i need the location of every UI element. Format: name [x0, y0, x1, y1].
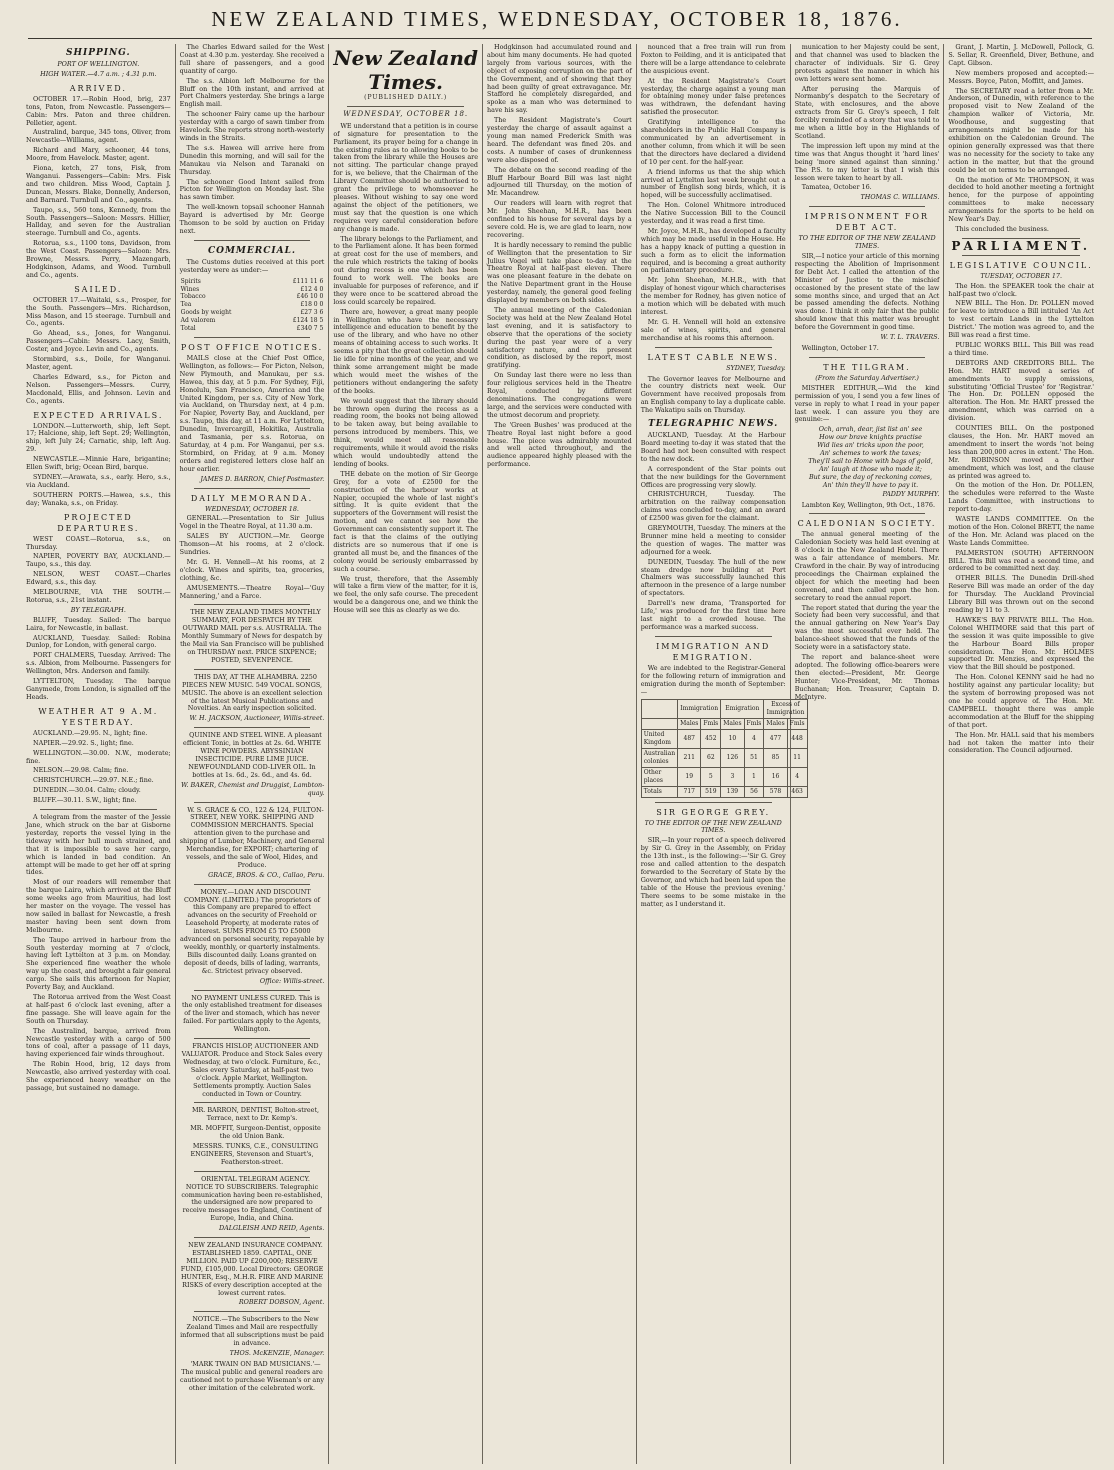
news-paragraph: The Resident Magistrate's Court yesterday the charge of assault against a young man named Frederick Smith was heard. The defendant was fined 20s. and costs. A number of cases of drunkenness were also disposed of.	[487, 116, 632, 164]
council-paragraph: The Hon. Colonel KENNY said he had no hostility against any particular locality; but the system of borrowing proposed was not one he could approve of. The Hon. Mr. CAMPBELL thought there was ample accommodation at the Bluff for the shipping of that port.	[948, 673, 1095, 729]
grace-ad: W. S. GRACE & CO., 122 & 124, FULTON-STREET, NEW YORK. SHIPPING AND COMMISSION MERCHANTS. Special attention given to the purchase and shipping of Lumber, Machinery, and General Merchandise, for EXPORT; chartering of vessels, and the sale of Wool, Hides, and Produce.	[179, 805, 325, 869]
memoranda-heading: DAILY MEMORANDA.	[190, 493, 314, 503]
weather-entry: NAPIER.—29.92. S., light; fine.	[33, 738, 134, 747]
immigration-subheader-row	[641, 719, 807, 730]
column-7	[944, 44, 1098, 1464]
immigration-count: 85	[764, 748, 787, 767]
telegraph-entry: AUCKLAND, Tuesday. Sailed: Robina Dunlop, for London, with general cargo.	[26, 633, 171, 650]
customs-row	[180, 301, 325, 309]
council-report	[948, 283, 1094, 756]
news-paragraph: Mr. John Sheehan, M.H.R., with that display of honest vigour which characterises the member for Rodney, has given notice of a motion which will be debated with much interest.	[640, 276, 786, 316]
oriental-signature: DALGLEISH AND REID, Agents.	[219, 1224, 325, 1233]
editorial-paragraph: We would suggest that the library should be thrown open during the recess as a reading room, the books not being allowed to be taken away, but being available to persons introduced by members. This, we think, would meet all reasonable requirements, while it would avoid the risks which would undoubtedly attend the lending of books.	[333, 396, 479, 468]
council-paragraph: PUBLIC WORKS BILL. This Bill was read a third time.	[948, 341, 1095, 357]
immigration-count: 10	[721, 730, 744, 749]
loan-signature: Office: Willis-street.	[259, 976, 325, 985]
caledonian-paragraph: The report and balance-sheet were adopted. The following office-bearers were then elected:—President, Mr. George Hunter; Vice-President, Mr. Thomas Buchanan; Hon. Treasurer, Captain D. McIntyre.	[794, 653, 940, 701]
caledonian-heading: CALEDONIAN SOCIETY.	[797, 519, 937, 529]
letter-body	[795, 44, 940, 192]
verse-line: They'll sail to Home with bags of gold,	[808, 456, 933, 465]
weather-heading: WEATHER AT 9 A.M. YESTERDAY.	[38, 706, 159, 727]
telegraphic-entry: A correspondent of the Star points out that the new buildings for the Government Offices are progressing very slowly.	[640, 464, 786, 489]
news-paragraph: The Hon. Colonel Whitmore introduced the Native Succession Bill to the Council yesterday, and it was read a first time.	[640, 201, 786, 226]
weather-list	[26, 730, 171, 805]
column-6	[791, 44, 945, 1464]
immigration-count: 3	[721, 767, 744, 786]
divider	[194, 337, 311, 338]
caledonian-paragraph: This concluded the business.	[955, 224, 1049, 233]
weather-entry: NELSON.—29.98. Calm; fine.	[33, 766, 129, 775]
immigration-count: 51	[744, 748, 764, 767]
immigration-count: 452	[701, 730, 721, 749]
grey-letter: SIR,—In your report of a speech delivered by Sir G. Grey in the Assembly, on Friday the 13th inst., is the following:—'Sir G. Grey rose and called attention to the despatch forwarded to the Secretary of State by the Governor, and which had been laid upon the table of the House the previous evening.' There seems to be some mistake in the matter, as I understand it.	[640, 836, 786, 908]
customs-row	[180, 293, 325, 301]
sailed-list	[26, 297, 171, 406]
column-4	[483, 44, 637, 1464]
shipping-paragraph: The schooner Good Intent sailed from Picton for Wellington on Monday last. She has sawn timber.	[179, 177, 325, 202]
immigration-subheader: Males	[721, 719, 744, 730]
debt-to-editor: TO THE EDITOR OF THE NEW ZEALAND TIMES.	[798, 234, 936, 251]
verse	[795, 426, 940, 489]
immigration-count: 578	[764, 786, 787, 797]
insurance-signature: ROBERT DOBSON, Agent.	[238, 1298, 325, 1307]
verse-line: Och, arrah, dear, jist list an' see	[818, 425, 923, 434]
editorial-paragraph: There are, however, a great many people in Wellington who have the necessary intelligence and education to benefit by the use of the library, and who have no other means of obtaining access to such works. It seems a pity that the great collection should lie idle for nine months of the year, and we think some arrangement might be made which would meet the wishes of the petitioners without endangering the safety of the books.	[333, 307, 479, 395]
divider	[809, 513, 926, 514]
immigration-subheader	[641, 719, 677, 730]
telegraph-list	[26, 617, 171, 702]
engineers-ad: MESSRS. TUNKS, C.E., CONSULTING ENGINEERS, Stevenson and Stuart's, Featherston-street.	[190, 1142, 319, 1166]
divider	[655, 802, 772, 803]
telegraphic-entry: AUCKLAND, Tuesday. At the Harbour Board meeting to-day it was stated that the Board had not been consulted with respect to the new dock.	[640, 431, 786, 463]
verse-place: Lambton Key, Wellington, 9th Oct., 1876.	[801, 500, 935, 509]
news-paragraph: At the Resident Magistrate's Court yesterday, the charge against a young man for obtaining money under false pretences was withdrawn, the defendant having satisfied the prosecutor.	[640, 76, 786, 117]
telegraphic-entry: GREYMOUTH, Tuesday. The miners at the Brunner mine held a meeting to consider the question of wages. The matter was adjourned for a week.	[640, 524, 786, 556]
letter-paragraph: Tamatea, October 16.	[801, 183, 872, 192]
news-paragraph: On Sunday last there were no less than four religious services held in the Theatre Royal, conducted by different denominations. The congregations were large, and the services were conducted with the utmost decorum and propriety.	[487, 371, 632, 419]
legislative-council-heading: LEGISLATIVE COUNCIL.	[949, 260, 1093, 270]
departure-entry: MELBOURNE, VIA THE SOUTH.—Rotorua, s.s., 21st instant.	[26, 588, 171, 604]
immigration-count: 4	[744, 730, 764, 749]
grace-signature: GRACE, BROS. & CO., Callao, Peru.	[208, 870, 325, 879]
council-paragraph: On the motion of the Hon. Dr. POLLEN, the schedules were referred to the Waste Lands Committee, with instructions to report to-day.	[948, 481, 1095, 514]
divider	[194, 1237, 311, 1238]
shipping-paragraph: The s.s. Albion left Melbourne for the Bluff on the 10th instant, and arrived at Port Chalmers yesterday. She brings a large English mail.	[179, 76, 325, 109]
divider	[809, 206, 926, 207]
immigration-count: 717	[678, 786, 701, 797]
council-paragraph: OTHER BILLS. The Dunedin Drill-shed Reserve Bill was made an order of the day for Thursday. The Auckland Provincial Library Bill was thrown out on the second reading by 11 to 3.	[948, 574, 1095, 614]
customs-amount: £18 0 0	[300, 301, 324, 309]
council-paragraph: DEBTORS AND CREDITORS BILL. The Hon. Mr. HART moved a series of amendments to supply omissions, substituting 'Official Trustee' for 'Registrar.' The Hon. Dr. POLLEN opposed the alteration. The Hon. Mr. HART pressed the amendment, which was carried on a division.	[948, 358, 1095, 423]
immigration-count: 519	[701, 786, 721, 797]
published-daily: (PUBLISHED DAILY.)	[364, 94, 448, 101]
expected-entry: SOUTHERN PORTS.—Hawea, s.s., this day; Wanaka, s.s., on Friday.	[26, 490, 171, 507]
post-office-heading: POST OFFICE NOTICES.	[180, 343, 324, 352]
divider	[347, 106, 464, 107]
caledonian-paragraph: The report stated that during the year the Society had been very successful, and that the annual gathering on New Year's Day was the most successful ever held. The balance-sheet showed that the funds of the Society were in a satisfactory state.	[794, 603, 940, 652]
immigration-subheader: Fmls	[744, 719, 764, 730]
expected-list	[26, 423, 171, 508]
divider	[809, 357, 926, 358]
post-office-signature: JAMES D. BARRON, Chief Postmaster.	[200, 474, 325, 483]
council-date: TUESDAY, OCTOBER 17.	[980, 271, 1063, 280]
immigration-row	[641, 767, 807, 786]
news-paragraph: The 'Green Bushes' was produced at the Theatre Royal last night before a good house. The piece was admirably mounted and well acted throughout, and the audience appeared highly pleased with the performance.	[487, 420, 632, 469]
editorial-body	[333, 123, 478, 615]
letter-paragraph: munication to her Majesty could be sent, and that channel was used to blacken the character of individuals. Sir G. Grey protests against the manner in which his own letters were sent home.	[794, 43, 940, 83]
divider	[194, 240, 311, 241]
expected-heading: EXPECTED ARRIVALS.	[33, 410, 164, 420]
divider	[194, 1311, 311, 1312]
shipping-paragraph: The s.s. Hawea will arrive here from Dunedin this morning, and will sail for the Manukau via Nelson and Taranaki on Thursday.	[179, 143, 325, 176]
summary-ad: THE NEW ZEALAND TIMES MONTHLY SUMMARY, FOR DESPATCH BY THE OUTWARD MAIL per s.s. AUSTRALIA. The Monthly Summary of News for despatch by the Mail via San Francisco will be published on THURSDAY next. PRICE SIXPENCE; POSTED, SEVENPENCE.	[180, 608, 324, 664]
news-paragraph: Our readers will learn with regret that Mr. John Sheehan, M.H.R., has been confined to his house for several days by a severe cold. He is, we are glad to learn, now recovering.	[487, 199, 632, 239]
letter-paragraph: The impression left upon my mind at the time was that Angus thought it 'hard lines' being 'more sinned against than sinning.' The P.S. to my letter is that I wish this lesson were taken to heart by all.	[794, 141, 940, 182]
divider	[194, 727, 311, 728]
divider	[194, 488, 311, 489]
notice-signature: THOS. McKENZIE, Manager.	[229, 1348, 325, 1357]
weather-entry: DUNEDIN.—30.04. Calm; cloudy.	[33, 786, 141, 795]
customs-amount: £27 3 6	[300, 309, 324, 317]
telegraphic-entry: Darrell's new drama, 'Transported for Life,' was produced for the first time here last night to a crowded house. The performance was a marked success.	[640, 599, 786, 631]
post-office-notice: MAILS close at the Chief Post Office, Wellington, as follows:— For Picton, Nelson, New Plymouth, and Manukau, per s.s. Hawea, this day, at 5 p.m. For Sydney, Fiji, Honolulu, San Francisco, America and the United Kingdom, per s.s. City of New York, via Auckland, on Thursday next, at 4 p.m. For Napier, Poverty Bay, and Auckland, per s.s. Taupo, this day, at 11 a.m. For Lyttelton, Dunedin, Invercargill, Hokitika, Australia and Tasmania, per s.s. Rotorua, on Saturday, at 4 p.m. For Wanganui, per s.s. Stormbird, on Friday, at 9 a.m. Money orders and registered letters close half an hour earlier.	[179, 354, 325, 473]
editorial-date: WEDNESDAY, OCTOBER 18.	[343, 109, 469, 118]
letter-paragraph: After perusing the Marquis of Normanby's despatch to the Secretary of State, with enclosures, and the above extracts from Sir G. Grey's speech, I felt forcibly reminded of a story that was told to me when a little boy in the Highlands of Scotland.	[794, 84, 940, 140]
immigration-source: Australian colonies	[641, 748, 677, 767]
news-paragraph: Hodgkinson had accumulated round and about him many documents. He had quoted largely from various sources, with the object of exposing corruption on the part of the Government, and of showing that they had been guilty of great extravagance. Mr. Stafford he completely disregarded, and spoke as a man who was determined to have his say.	[487, 43, 632, 115]
columns	[22, 44, 1098, 1464]
customs-row	[180, 286, 325, 294]
shipping-news	[26, 814, 171, 1093]
customs-amount: £340 7 5	[296, 325, 324, 333]
immigration-count: 11	[787, 748, 807, 767]
shipping-paragraph: The Rotorua arrived from the West Coast at half-past 6 o'clock last evening, after a fine passage. She will leave again for the South on Thursday.	[26, 993, 171, 1025]
cable-place: SYDNEY, Tuesday.	[726, 363, 786, 372]
immigration-source: Other places	[641, 767, 677, 786]
sailing-entry: Stormbird, s.s., Doile, for Wanganui. Master, agent.	[26, 355, 171, 371]
weather-entry: AUCKLAND.—29.95. N., light; fine.	[33, 728, 148, 737]
expected-entry: NEWCASTLE.—Minnie Hare, brigantine; Ellen Swift, brig; Ocean Bird, barque.	[26, 455, 171, 472]
auctioneer-ad: FRANCIS HISLOP, AUCTIONEER AND VALUATOR. Produce and Stock Sales every Wednesday, at two o'clock. Furniture, &c., Sales every Saturday, at half-past two o'clock. Apple Market, Wellington. Settlements promptly. Auction Sales conducted in Town or Country.	[181, 1042, 323, 1098]
grey-to-editor: TO THE EDITOR OF THE NEW ZEALAND TIMES.	[644, 818, 782, 835]
news-paragraph: The annual meeting of the Caledonian Society was held at the New Zealand Hotel last evening, and it is satisfactory to observe that the operations of the society during the past year were of a very satisfactory nature, and its present condition, as disclosed by the report, most gratifying.	[487, 306, 632, 370]
divider	[194, 1102, 311, 1103]
column-5	[637, 43, 805, 1464]
news-paragraph: nounced that a free train will run from Foxton to Feilding, and it is anticipated that there will be a large attendance to celebrate the auspicious event.	[640, 43, 786, 75]
shipping-paragraph: The Taupo arrived in harbour from the South yesterday morning at 7 o'clock, having left Lyttelton at 3 p.m. on Monday. She experienced fine weather the whole way up the coast, and brought a fair general cargo. She sails this afternoon for Napier, Poverty Bay, and Auckland.	[26, 935, 171, 992]
arrived-heading: ARRIVED.	[69, 83, 127, 93]
shipping-paragraph: The Australind, barque, arrived from Newcastle yesterday with a cargo of 500 tons of coal, after a passage of 11 days, having experienced fair winds throughout.	[26, 1026, 171, 1059]
projected-heading: PROJECTED DEPARTURES.	[57, 512, 140, 533]
alhambra-signature: W. H. JACKSON, Auctioneer, Willis-street.	[189, 714, 325, 723]
verse-line: But sure, the day of reckoning comes,	[808, 472, 933, 481]
memo-entry: GENERAL.—Presentation to Sir Julius Vogel in the Theatre Royal, at 11.30 a.m.	[179, 514, 325, 531]
divider	[194, 1171, 311, 1172]
letter-signature: THOMAS C. WILLIAMS.	[860, 193, 940, 202]
telegraph-entry: BLUFF, Tuesday. Sailed: The barque Laira, for Newcastle, in ballast.	[26, 615, 171, 632]
council-paragraph: COUNTIES BILL. On the postponed clauses, the Hon. Mr. HART moved an amendment to insert the words 'not being less than 200,000 acres in extent.' The Hon. Mr. ROBINSON moved a further amendment, which was lost, and the clause as printed was agreed to.	[948, 424, 1095, 480]
editorial-paragraph: WE understand that a petition is in course of signature for presentation to the Parliament, its prayer being for a change in the existing rules as to allowing books to be taken from the library while the Houses are not sitting. The particular change prayed for is, we believe, that the Chairman of the Library Committee should be authorised to grant the privilege to whomsoever he pleases. Without wishing to say one word against the object of the petitioners, we must say that the question is one which requires very careful consideration before any change is made.	[333, 121, 479, 233]
arrival-entry: Australind, barque, 345 tons, Oliver, from Newcastle—Williams, agent.	[26, 128, 171, 145]
customs-row	[180, 317, 325, 325]
news-paragraph: Mr. Joyce, M.H.R., has developed a faculty which may be made useful in the House. He has a happy knack of putting a question in such a form as to elicit the information required, and is becoming a great authority on parliamentary procedure.	[640, 226, 786, 275]
debt-place: Wellington, October 17.	[801, 344, 879, 352]
divider	[194, 802, 311, 803]
caledonian-paragraph: The SECRETARY read a letter from a Mr. Anderson, of Dunedin, with reference to the proposed visit to New Zealand of the champion walker of Victoria, Mr. Woodhouse, and suggesting that arrangements might be made for his exhibition on the Caledonian Ground. The opinion generally expressed was that there was no necessity for the society to take any action in the matter, but that the ground could be let on terms to be arranged.	[948, 86, 1095, 174]
verse-line: An' thin they'll have to pay it.	[822, 480, 919, 489]
customs-item: Tobacco	[180, 293, 206, 301]
customs-item: Goods by weight	[180, 309, 232, 317]
editorial-paragraph: The library belongs to the Parliament, and to the Parliament alone. It has been formed at great cost for the use of members, and the rule which restricts the taking of books out during recess is one which has been found to work well. The books are invaluable for purposes of reference, and if they were once to be scattered abroad the loss could scarcely be repaired.	[333, 234, 479, 306]
verse-line: An' laugh at those who made it;	[819, 464, 922, 473]
caledonian-paragraph: On the motion of Mr. THOMPSON, it was decided to hold another meeting a fortnight hence, for the purpose of appointing committees to make necessary arrangements for the sports to be held on New Year's Day.	[948, 175, 1095, 224]
immigration-count: 487	[678, 730, 701, 749]
masthead-rule	[28, 38, 1092, 39]
arrival-entry: Richard and Mary, schooner, 44 tons, Moore, from Havelock. Master, agent.	[26, 146, 171, 163]
customs-item: Tea	[180, 301, 192, 309]
divider	[194, 990, 311, 991]
immigration-row	[641, 748, 807, 767]
immigration-header: Emigration	[721, 700, 764, 719]
divider	[194, 884, 311, 885]
sailing-entry: Charles Edward, s.s., for Picton and Nelson. Passengers—Messrs. Curry, Macdonald, Ellis, and Johnson. Levin and Co., agents.	[26, 372, 171, 405]
shipping-paragraph: The well-known topsail schooner Hannah Bayard is advertised by Mr. George Thomson to be sold by auction on Friday next.	[179, 203, 325, 235]
immigration-count: 126	[721, 748, 744, 767]
divider	[655, 636, 772, 637]
telegraph-entry: PORT CHALMERS, Tuesday. Arrived: The s.s. Albion, from Melbourne. Passengers for Wellington, Mrs. Anderson and family.	[26, 651, 171, 676]
weather-entry: BLUFF.—30.11. S.W., light; fine.	[33, 796, 137, 805]
immigration-count: 1	[744, 767, 764, 786]
shipping-continued	[180, 44, 325, 236]
divider	[194, 604, 311, 605]
customs-item: Spirits	[180, 277, 201, 285]
immigration-subheader: Males	[678, 719, 701, 730]
caledonian-report	[795, 531, 940, 701]
telegraphic-heading: TELEGRAPHIC NEWS.	[648, 419, 779, 430]
oriental-telegram-ad: ORIENTAL TELEGRAM AGENCY. NOTICE TO SUBSCRIBERS. Telegraphic communication having been re-established, the undersigned are now prepared to receive messages to England, Continent of Europe, India, and China.	[181, 1174, 323, 1223]
twain-ad: 'MARK TWAIN ON BAD MUSICIANS.'—The musical public and general readers are cautioned not to purchase Wiseman's or any other imitation of the celebrated work.	[180, 1359, 324, 1392]
caledonian-paragraph: New members proposed and accepted:—Messrs. Boyce, Paton, Moffitt, and James.	[948, 68, 1095, 85]
news-paragraph: A friend informs us that the ship which arrived at Lyttelton last week brought out a number of English song birds, which, it is hoped, will be successfully acclimatised.	[640, 167, 786, 200]
immigration-header	[641, 700, 677, 719]
shipping-heading: SHIPPING.	[65, 48, 131, 58]
divider	[962, 255, 1080, 256]
expected-entry: LONDON.—Lutterworth, ship, left Sept. 17; Halcione, ship, left Sept. 29; Wellington, ship, left July 24; Carnatic, ship, left Aug. 29.	[26, 421, 171, 454]
customs-row	[180, 325, 325, 333]
customs-amount: £111 11 6	[292, 277, 324, 285]
customs-table	[180, 278, 325, 333]
customs-intro: The Customs duties received at this port yesterday were as under:—	[179, 257, 325, 274]
sailing-entry: Go Ahead, s.s., Jones, for Wanganui. Passengers—Cabin: Messrs. Lacy, Smith, Coster, and Joyce. Levin and Co., agents.	[26, 329, 171, 354]
loan-ad: MONEY.—LOAN AND DISCOUNT COMPANY. (LIMITED.) The proprietors of this Company are prepared to effect advances on the security of Freehold or Leasehold Property, at moderate rates of interest. SUMS FROM £5 TO £5000 advanced on personal security, repayable by weekly, monthly, or quarterly instalments. Bills discounted daily. Loans granted on deposit of deeds, bills of lading, warrants, &c. Strictest privacy observed.	[179, 887, 325, 975]
immigration-count: 211	[678, 748, 701, 767]
immigration-count: 56	[744, 786, 764, 797]
shipping-paragraph: The Charles Edward sailed for the West Coast at 4.30 p.m. yesterday. She received a full share of passengers, and a good quantity of cargo.	[179, 43, 325, 75]
council-paragraph: WASTE LANDS COMMITTEE. On the motion of the Hon. Colonel BRETT, the name of the Hon. Mr. Acland was placed on the Waste Lands Committee.	[948, 515, 1095, 547]
newspaper-title: New Zealand Times.	[333, 46, 478, 94]
alhambra-ad: THIS DAY, AT THE ALHAMBRA. 2250 PIECES NEW MUSIC. 549 VOCAL SONGS, MUSIC. The above is an excellent selection of the latest Musical Publications and Novelties. An early inspection solicited.	[181, 672, 323, 713]
caledonian-paragraph: The annual general meeting of the Caledonian Society was held last evening at 8 o'clock in the New Zealand Hotel. There was a fair attendance of members. Mr. Crawford in the chair. By way of introducing proceedings the Chairman explained the object for which the meeting had been convened, and then called upon the hon. secretary to read the annual report.	[794, 530, 940, 602]
weather-entry: CHRISTCHURCH.—29.97. N.E.; fine.	[33, 776, 154, 785]
immigration-count: 4	[787, 767, 807, 786]
column-3	[329, 44, 483, 1464]
immigration-subheader: Males	[764, 719, 787, 730]
insurance-ad: NEW ZEALAND INSURANCE COMPANY. ESTABLISHED 1859. CAPITAL, ONE MILLION. PAID UP £200,000; RESERVE FUND, £105,000. Local Directors: GEORGE HUNTER, Esq., M.H.R. FIRE AND MARINE RISKS of every description accepted at the lowest current rates.	[180, 1241, 324, 1297]
parliament-heading: PARLIAMENT.	[951, 238, 1092, 253]
subscribers-notice: NOTICE.—The Subscribers to the New Zealand Times and Mail are respectfully informed that all subscriptions must be paid in advance.	[180, 1315, 324, 1348]
immigration-count: 139	[721, 786, 744, 797]
telegraphic-entry: CHRISTCHURCH, Tuesday. The arbitration on the railway compensation claims was concluded to-day, and an award of £2500 was given for the claimant.	[640, 490, 786, 523]
council-paragraph: HAWKE'S BAY PRIVATE BILL. The Hon. Colonel WHITMORE said that this part of the session it was quite impossible to give the Harbour Board Bills proper consideration. The Hon. Mr. HOLMES supported Dr. Menzies, and expressed the view that the Bill should be postponed.	[948, 615, 1095, 672]
immigration-count: 62	[701, 748, 721, 767]
news-paragraph: Mr. G. H. Vennell will hold an extensive sale of wines, spirits, and general merchandise at his rooms this afternoon.	[640, 317, 786, 342]
immigration-header-row	[641, 700, 807, 719]
shipping-paragraph: Most of our readers will remember that the barque Laira, which arrived at the Bluff some weeks ago from Mauritius, had lost her master on the voyage. The vessel has now sailed in ballast for Newcastle, a fresh master having been sent down from Melbourne.	[26, 878, 171, 934]
surgeon-dentist-ad: MR. MOFFIT, Surgeon-Dentist, opposite the old Union Bank.	[190, 1124, 321, 1141]
debt-letter: SIR,—I notice your article of this morning respecting the Abolition of Imprisonment for Debt Act. I called the attention of the Minister of Justice to the mischief occasioned by the present state of the law some months since, and urged that an Act be passed amending the defects. Nothing was done. I think it only fair that the public should know that this matter was brought before the Government in good time.	[794, 252, 940, 332]
debt-heading: IMPRISONMENT FOR DEBT ACT.	[805, 212, 930, 233]
customs-row	[180, 309, 325, 317]
immigration-row	[641, 786, 807, 797]
telegraph-heading: BY TELEGRAPH.	[70, 605, 126, 614]
departure-entry: NAPIER, POVERTY BAY, AUCKLAND.—Taupo, s.s., this day.	[26, 552, 171, 569]
immigration-count: 5	[701, 767, 721, 786]
memo-entry: AMUSEMENTS.—Theatre Royal—'Guy Mannering,' and a Farce.	[179, 583, 325, 600]
cable-heading: LATEST CABLE NEWS.	[647, 352, 779, 362]
telegraphic-list	[641, 432, 786, 632]
column-1	[22, 44, 176, 1464]
column-2	[176, 44, 330, 1464]
memo-entry: SALES BY AUCTION.—Mr. George Thomson—At his rooms, at 2 o'clock. Sundries.	[179, 532, 325, 557]
cable-news: The Governor leaves for Melbourne and the country districts next week. Our Government have received proposals from an English company to lay a duplicate cable. The Wakatipu sails on Thursday.	[640, 374, 786, 415]
shipping-paragraph: The schooner Fairy came up the harbour yesterday with a cargo of sawn timber from Havelock. She reports strong north-westerly winds in the Straits.	[179, 110, 325, 142]
customs-item: Ad valorem	[180, 317, 216, 325]
immigration-intro: We are indebted to the Registrar-General for the following return of immigration and emigration during the month of September:—	[640, 663, 786, 696]
verse-line: How our brave knights practise	[819, 433, 922, 442]
tilgram-source: (From the Saturday Advertiser.)	[815, 373, 919, 382]
payment-ad: NO PAYMENT UNLESS CURED. This is the only established treatment for diseases of the liver and stomach, which has never failed. For particulars apply to the Agents, Wellington.	[181, 993, 323, 1034]
news-body	[487, 44, 632, 469]
customs-amount: £46 10 0	[296, 293, 324, 301]
divider	[655, 347, 772, 348]
immigration-source: United Kingdom	[641, 730, 677, 749]
immigration-subheader: Fmls	[787, 719, 807, 730]
customs-row	[180, 278, 325, 286]
members-list: Grant, J. Martin, J. McDowell, Pollock, G. S. Sellar, R. Greenfield, Diver, Bethune, and Capt. Gibson.	[948, 43, 1095, 67]
telegraphic-entry: DUNEDIN, Tuesday. The hull of the new steam dredge now building at Port Chalmers was successfully launched this afternoon in the presence of a large number of spectators.	[640, 557, 786, 598]
caledonian-continued	[948, 70, 1094, 234]
telegraph-entry: LYTTELTON, Tuesday. The barque Ganymede, from London, is signalled off the Heads.	[26, 677, 171, 701]
council-paragraph: PALMERSTON (SOUTH) AFTERNOON BILL. This Bill was read a second time, and ordered to be committed next day.	[948, 548, 1095, 573]
quinine-ad: QUININE AND STEEL WINE. A pleasant efficient Tonic, in bottles at 2s. 6d. WHITE WINE POWDERS. ABYSSINIAN INSECTICIDE. PURE LIME JUICE. NEWFOUNDLAND COD-LIVER OIL. In bottles at 1s. 6d., 2s. 6d., and 4s. 6d.	[183, 731, 322, 779]
immigration-count: 477	[764, 730, 787, 749]
arrival-entry: Taupo, s.s., 560 tons, Kennedy, from the South. Passengers—Saloon: Messrs. Hillier, Hallday, and seven for the Australian steerage. Turnbull and Co., agents.	[26, 205, 171, 238]
sailing-entry: OCTOBER 17.—Waitaki, s.s., Prosper, for the South. Passengers—Mrs. Richardson, Miss Mason, and 15 steerage. Turnbull and Co., agents.	[26, 295, 171, 328]
news-body	[641, 44, 786, 343]
debt-signature: W. T. L. TRAVERS.	[880, 333, 940, 342]
customs-amount: £124 18 5	[292, 317, 324, 325]
council-paragraph: NEW BILL. The Hon. Dr. POLLEN moved for leave to introduce a Bill intituled 'An Act to vest certain Lands in the Lyttelton District.' The motion was agreed to, and the Bill was read a first time.	[948, 299, 1095, 340]
news-paragraph: It is hardly necessary to remind the public of Wellington that the presentation to Sir Julius Vogel will take place to-day at the Theatre Royal at half-past eleven. There was one pleasant feature in the debate on the Native Department grant in the House yesterday, namely, the general good feeling displayed by members on both sides.	[487, 240, 632, 305]
news-paragraph: The debate on the second reading of the Bluff Harbour Board Bill was last night adjourned till Thursday, on the motion of Mr. Macandrew.	[487, 165, 632, 198]
port-heading: PORT OF WELLINGTON.	[57, 60, 140, 68]
customs-item: Wines	[180, 285, 200, 293]
shipping-paragraph: A telegram from the master of the Jessie Jane, which struck on the bar at Gisborne yesterday, reports the vessel lying in the tideway with her hull much strained, and that it is impossible to save her cargo, which is landed in bad condition. An attempt will be made to get her off at spring tides.	[26, 813, 171, 877]
arrival-entry: OCTOBER 17.—Robin Hood, brig, 237 tons, Paton, from Newcastle. Passengers—Cabin: Mrs. Paton and three children. Pelletier, agent.	[26, 94, 171, 127]
immigration-table	[641, 699, 808, 797]
verse-signature: PADDY MURPHY.	[882, 489, 940, 498]
immigration-row	[641, 730, 807, 749]
commercial-heading: COMMERCIAL.	[207, 245, 297, 256]
news-paragraph: Gratifying intelligence to the shareholders in the Public Hall Company is communicated by an advertisement in another column, from which it will be seen that the directors have declared a dividend of 10 per cent. for the half-year.	[640, 118, 786, 166]
tilgram-intro: MISTHER EDITHUR,—Wid the kind permission of you, I send you a few lines of verse in reply to what I read in your paper last week. I can assure you they are genuine:—	[794, 383, 940, 424]
divider	[194, 669, 311, 670]
immigration-header: Immigration	[678, 700, 721, 719]
divider	[40, 809, 157, 810]
weather-entry: WELLINGTON.—30.00. N.W., moderate; fine.	[26, 748, 171, 765]
immigration-source: Totals	[641, 786, 677, 797]
editorial-paragraph: THE debate on the motion of Sir George Grey, for a vote of £2500 for the construction of the harbour works at Napier, occupied the whole of last night's sitting. It is quite evident that the supporters of the Government will resist the motion, and we cannot see how the Government can consistently support it. The fact is that the claims of the outlying districts are so numerous that if one is granted all must be, and the finances of the colony would be seriously embarrassed by such a course.	[333, 469, 479, 573]
arrival-entry: Rotorua, s.s., 1100 tons, Davidson, from the West Coast. Passengers—Saloon: Mrs. Browne, Messrs. Perry, Mazengarb, Hodgkinson, Adams, and Wood. Turnbull and Co., agents.	[26, 239, 171, 279]
shipping-paragraph: The Robin Hood, brig, 12 days from Newcastle, also arrived yesterday with coal. She experienced heavy weather on the passage, but sustained no damage.	[26, 1060, 171, 1092]
memo-entry: Mr. G. H. Vennell—At his rooms, at 2 o'clock. Wines and spirits, tea, groceries, clothing, &c.	[179, 557, 325, 582]
immigration-header: Excess of Immigration	[764, 700, 807, 719]
immigration-heading: IMMIGRATION AND EMIGRATION.	[656, 641, 771, 662]
arrived-list	[26, 96, 171, 280]
immigration-count: 19	[678, 767, 701, 786]
sailed-heading: SAILED.	[74, 284, 123, 294]
dentist-ad: MR. BARRON, DENTIST, Bolton-street, Terrace, next to Dr. Kemp's.	[191, 1106, 320, 1123]
verse-line: An' schemes to work the taxes;	[820, 449, 921, 458]
council-paragraph: The Hon. Mr. HALL said that his members had not taken the matter into their consideration. The Council adjourned.	[948, 730, 1095, 755]
memoranda-date: WEDNESDAY, OCTOBER 18.	[205, 504, 299, 513]
council-paragraph: The Hon. the SPEAKER took the chair at half-past two o'clock.	[948, 281, 1095, 298]
projected-list	[26, 536, 171, 605]
customs-item: Total	[180, 325, 196, 333]
immigration-count: 16	[764, 767, 787, 786]
quinine-signature: W. BAKER, Chemist and Druggist, Lambton-quay.	[181, 780, 325, 797]
grey-heading: SIR GEORGE GREY.	[656, 807, 771, 817]
editorial-paragraph: We trust, therefore, that the Assembly will take a firm view of the matter, for it is, we feel, the only safe course. The precedent would be a dangerous one, and we think the House will see this as clearly as we do.	[333, 574, 479, 615]
immigration-subheader: Fmls	[701, 719, 721, 730]
departure-entry: NELSON, WEST COAST.—Charles Edward, s.s., this day.	[26, 570, 171, 587]
memoranda-list	[180, 515, 325, 600]
verse-line: Wid lies an' tricks upon the poor,	[817, 441, 924, 450]
expected-entry: SYDNEY.—Arawata, s.s., early. Hero, s.s., via Auckland.	[26, 472, 171, 489]
arrival-entry: Fiona, ketch, 27 tons, Fisk, from Wanganui. Passengers—Cabin: Mrs. Fisk and two children. Miss Wood, Captain J. Duncan, Messrs. Blake, Donnelly, Anderson, and Barnard. Turnbull and Co., agents.	[26, 164, 171, 204]
customs-amount: £12 4 0	[300, 285, 324, 293]
tilgram-heading: THE TILGRAM.	[823, 362, 911, 372]
masthead: NEW ZEALAND TIMES, WEDNESDAY, OCTOBER 18, 1876.	[211, 7, 903, 31]
departure-entry: WEST COAST.—Rotorua, s.s., on Thursday.	[26, 534, 171, 551]
immigration-count: 448	[787, 730, 807, 749]
divider	[194, 1038, 311, 1039]
immigration-count: 463	[787, 786, 807, 797]
tides: HIGH WATER.—4.7 a.m. ; 4.31 p.m.	[40, 69, 157, 78]
